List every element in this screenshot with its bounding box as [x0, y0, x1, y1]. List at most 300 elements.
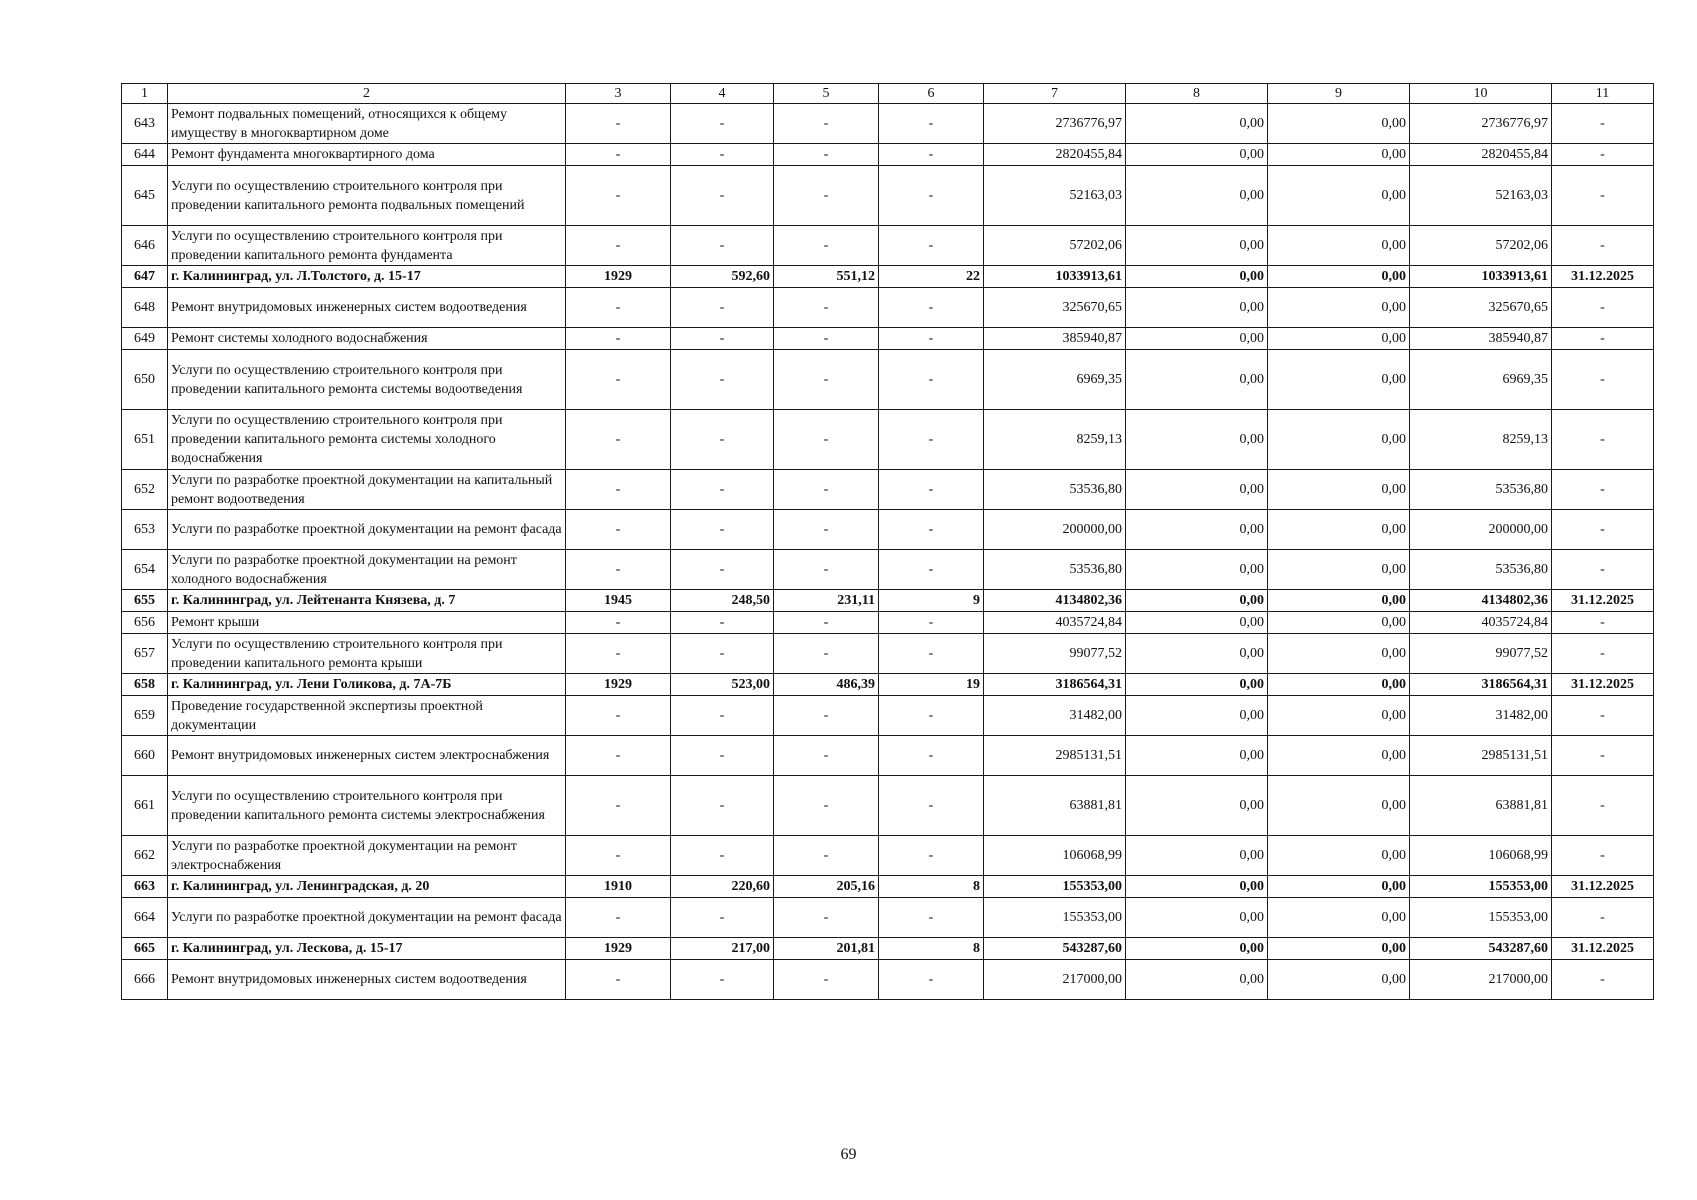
work-name-cell: Услуги по разработке проектной документации на капитальный ремонт водоотведения	[168, 470, 566, 510]
col8-cell: 0,00	[1126, 510, 1268, 550]
col11-cell: -	[1552, 510, 1654, 550]
col8-cell: 0,00	[1126, 410, 1268, 470]
col4-cell: -	[671, 470, 774, 510]
col11-cell: -	[1552, 634, 1654, 674]
col8-cell: 0,00	[1126, 550, 1268, 590]
col10-cell: 6969,35	[1410, 350, 1552, 410]
col11-cell: -	[1552, 550, 1654, 590]
col11-cell: -	[1552, 166, 1654, 226]
col3-cell: 1929	[566, 266, 671, 288]
col9-cell: 0,00	[1268, 612, 1410, 634]
col6-cell: -	[879, 634, 984, 674]
col10-cell: 385940,87	[1410, 328, 1552, 350]
work-name-cell: Услуги по осуществлению строительного контроля при проведении капитального ремонта системы электроснабжения	[168, 776, 566, 836]
col10-cell: 99077,52	[1410, 634, 1552, 674]
col3-cell: -	[566, 410, 671, 470]
col8-cell: 0,00	[1126, 938, 1268, 960]
col11-cell: -	[1552, 612, 1654, 634]
col4-cell: -	[671, 510, 774, 550]
row-number-cell: 654	[122, 550, 168, 590]
col9-cell: 0,00	[1268, 550, 1410, 590]
col8-cell: 0,00	[1126, 350, 1268, 410]
col9-cell: 0,00	[1268, 166, 1410, 226]
col6-cell: -	[879, 144, 984, 166]
col10-cell: 52163,03	[1410, 166, 1552, 226]
col11-cell: -	[1552, 350, 1654, 410]
col7-cell: 4035724,84	[984, 612, 1126, 634]
column-header: 1	[122, 84, 168, 104]
col5-cell: -	[774, 612, 879, 634]
col3-cell: -	[566, 166, 671, 226]
row-number-cell: 656	[122, 612, 168, 634]
column-header: 6	[879, 84, 984, 104]
col3-cell: -	[566, 898, 671, 938]
col5-cell: -	[774, 550, 879, 590]
col4-cell: -	[671, 612, 774, 634]
col7-cell: 4134802,36	[984, 590, 1126, 612]
col3-cell: -	[566, 612, 671, 634]
col9-cell: 0,00	[1268, 288, 1410, 328]
col8-cell: 0,00	[1126, 674, 1268, 696]
address-row	[122, 674, 1654, 696]
table-row	[122, 612, 1654, 634]
col5-cell: -	[774, 104, 879, 144]
col6-cell: -	[879, 736, 984, 776]
col3-cell: -	[566, 696, 671, 736]
col5-cell: -	[774, 634, 879, 674]
col9-cell: 0,00	[1268, 350, 1410, 410]
row-number-cell: 666	[122, 960, 168, 1000]
work-name-cell: Проведение государственной экспертизы проектной документации	[168, 696, 566, 736]
col3-cell: -	[566, 510, 671, 550]
row-number-cell: 661	[122, 776, 168, 836]
col4-cell: -	[671, 288, 774, 328]
col4-cell: -	[671, 836, 774, 876]
row-number-cell: 646	[122, 226, 168, 266]
column-number-header-row	[122, 84, 1654, 104]
table-body	[122, 84, 1654, 1000]
col11-cell: -	[1552, 144, 1654, 166]
col8-cell: 0,00	[1126, 736, 1268, 776]
col7-cell: 155353,00	[984, 898, 1126, 938]
col10-cell: 3186564,31	[1410, 674, 1552, 696]
col4-cell: -	[671, 898, 774, 938]
work-name-cell: Услуги по осуществлению строительного контроля при проведении капитального ремонта системы холодного водоснабжения	[168, 410, 566, 470]
work-name-cell: Услуги по разработке проектной документации на ремонт холодного водоснабжения	[168, 550, 566, 590]
col4-cell: -	[671, 550, 774, 590]
col9-cell: 0,00	[1268, 876, 1410, 898]
table-row	[122, 898, 1654, 938]
row-number-cell: 665	[122, 938, 168, 960]
col6-cell: 8	[879, 876, 984, 898]
col10-cell: 31482,00	[1410, 696, 1552, 736]
col9-cell: 0,00	[1268, 960, 1410, 1000]
col6-cell: -	[879, 410, 984, 470]
col8-cell: 0,00	[1126, 104, 1268, 144]
table-row	[122, 166, 1654, 226]
work-name-cell: г. Калининград, ул. Лескова, д. 15-17	[168, 938, 566, 960]
row-number-cell: 658	[122, 674, 168, 696]
col5-cell: -	[774, 350, 879, 410]
row-number-cell: 653	[122, 510, 168, 550]
col7-cell: 200000,00	[984, 510, 1126, 550]
col10-cell: 217000,00	[1410, 960, 1552, 1000]
col9-cell: 0,00	[1268, 104, 1410, 144]
col4-cell: -	[671, 736, 774, 776]
row-number-cell: 647	[122, 266, 168, 288]
col4-cell: 523,00	[671, 674, 774, 696]
work-name-cell: Услуги по осуществлению строительного контроля при проведении капитального ремонта системы водоотведения	[168, 350, 566, 410]
row-number-cell: 662	[122, 836, 168, 876]
work-name-cell: Услуги по осуществлению строительного контроля при проведении капитального ремонта подвальных помещений	[168, 166, 566, 226]
col3-cell: -	[566, 144, 671, 166]
col6-cell: -	[879, 470, 984, 510]
page-number: 69	[840, 1146, 857, 1163]
col10-cell: 4134802,36	[1410, 590, 1552, 612]
col3-cell: -	[566, 776, 671, 836]
col3-cell: -	[566, 550, 671, 590]
col11-cell: -	[1552, 104, 1654, 144]
col7-cell: 2820455,84	[984, 144, 1126, 166]
row-number-cell: 657	[122, 634, 168, 674]
col6-cell: -	[879, 166, 984, 226]
col6-cell: -	[879, 550, 984, 590]
col10-cell: 53536,80	[1410, 470, 1552, 510]
col8-cell: 0,00	[1126, 288, 1268, 328]
row-number-cell: 645	[122, 166, 168, 226]
table-row	[122, 288, 1654, 328]
row-number-cell: 648	[122, 288, 168, 328]
work-name-cell: Ремонт крыши	[168, 612, 566, 634]
table-row	[122, 104, 1654, 144]
col4-cell: -	[671, 350, 774, 410]
column-header: 10	[1410, 84, 1552, 104]
col5-cell: -	[774, 144, 879, 166]
col7-cell: 52163,03	[984, 166, 1126, 226]
col7-cell: 31482,00	[984, 696, 1126, 736]
col10-cell: 53536,80	[1410, 550, 1552, 590]
col5-cell: -	[774, 328, 879, 350]
column-header: 5	[774, 84, 879, 104]
col7-cell: 325670,65	[984, 288, 1126, 328]
col10-cell: 325670,65	[1410, 288, 1552, 328]
col11-cell: -	[1552, 960, 1654, 1000]
work-name-cell: Услуги по разработке проектной документации на ремонт фасада	[168, 510, 566, 550]
col11-cell: -	[1552, 328, 1654, 350]
col6-cell: 9	[879, 590, 984, 612]
col10-cell: 2985131,51	[1410, 736, 1552, 776]
col11-cell: -	[1552, 470, 1654, 510]
col5-cell: -	[774, 410, 879, 470]
col10-cell: 155353,00	[1410, 898, 1552, 938]
col9-cell: 0,00	[1268, 836, 1410, 876]
table-row	[122, 144, 1654, 166]
column-header: 8	[1126, 84, 1268, 104]
col7-cell: 63881,81	[984, 776, 1126, 836]
col6-cell: -	[879, 898, 984, 938]
col5-cell: 486,39	[774, 674, 879, 696]
col6-cell: 8	[879, 938, 984, 960]
work-name-cell: Ремонт внутридомовых инженерных систем водоотведения	[168, 960, 566, 1000]
address-row	[122, 938, 1654, 960]
col9-cell: 0,00	[1268, 510, 1410, 550]
work-name-cell: Услуги по разработке проектной документации на ремонт электроснабжения	[168, 836, 566, 876]
col3-cell: -	[566, 736, 671, 776]
col6-cell: 19	[879, 674, 984, 696]
col7-cell: 2736776,97	[984, 104, 1126, 144]
col9-cell: 0,00	[1268, 634, 1410, 674]
col4-cell: -	[671, 410, 774, 470]
col7-cell: 543287,60	[984, 938, 1126, 960]
col11-cell: -	[1552, 696, 1654, 736]
col5-cell: -	[774, 696, 879, 736]
col5-cell: -	[774, 166, 879, 226]
col5-cell: 201,81	[774, 938, 879, 960]
col8-cell: 0,00	[1126, 876, 1268, 898]
col7-cell: 1033913,61	[984, 266, 1126, 288]
table-row	[122, 776, 1654, 836]
col8-cell: 0,00	[1126, 612, 1268, 634]
table-row	[122, 736, 1654, 776]
col6-cell: -	[879, 104, 984, 144]
row-number-cell: 664	[122, 898, 168, 938]
col9-cell: 0,00	[1268, 776, 1410, 836]
col5-cell: -	[774, 288, 879, 328]
col7-cell: 8259,13	[984, 410, 1126, 470]
col11-cell: 31.12.2025	[1552, 876, 1654, 898]
col4-cell: -	[671, 634, 774, 674]
work-name-cell: г. Калининград, ул. Ленинградская, д. 20	[168, 876, 566, 898]
col7-cell: 53536,80	[984, 550, 1126, 590]
table-row	[122, 350, 1654, 410]
table-row	[122, 510, 1654, 550]
col9-cell: 0,00	[1268, 226, 1410, 266]
col6-cell: -	[879, 776, 984, 836]
col6-cell: -	[879, 960, 984, 1000]
col7-cell: 106068,99	[984, 836, 1126, 876]
col6-cell: -	[879, 612, 984, 634]
row-number-cell: 660	[122, 736, 168, 776]
table-row	[122, 226, 1654, 266]
row-number-cell: 652	[122, 470, 168, 510]
col10-cell: 106068,99	[1410, 836, 1552, 876]
col4-cell: 217,00	[671, 938, 774, 960]
col9-cell: 0,00	[1268, 938, 1410, 960]
address-row	[122, 590, 1654, 612]
col5-cell: -	[774, 470, 879, 510]
col9-cell: 0,00	[1268, 144, 1410, 166]
col3-cell: 1945	[566, 590, 671, 612]
works-table	[121, 83, 1654, 1000]
col3-cell: 1910	[566, 876, 671, 898]
work-name-cell: Ремонт внутридомовых инженерных систем водоотведения	[168, 288, 566, 328]
col8-cell: 0,00	[1126, 836, 1268, 876]
col5-cell: 205,16	[774, 876, 879, 898]
col8-cell: 0,00	[1126, 470, 1268, 510]
col4-cell: -	[671, 960, 774, 1000]
col5-cell: -	[774, 898, 879, 938]
col7-cell: 57202,06	[984, 226, 1126, 266]
row-number-cell: 644	[122, 144, 168, 166]
work-name-cell: Ремонт фундамента многоквартирного дома	[168, 144, 566, 166]
table-row	[122, 410, 1654, 470]
col6-cell: -	[879, 836, 984, 876]
col7-cell: 385940,87	[984, 328, 1126, 350]
col10-cell: 57202,06	[1410, 226, 1552, 266]
work-name-cell: г. Калининград, ул. Лейтенанта Князева, д. 7	[168, 590, 566, 612]
col8-cell: 0,00	[1126, 634, 1268, 674]
col10-cell: 8259,13	[1410, 410, 1552, 470]
row-number-cell: 650	[122, 350, 168, 410]
col4-cell: 592,60	[671, 266, 774, 288]
col9-cell: 0,00	[1268, 736, 1410, 776]
col5-cell: -	[774, 226, 879, 266]
col4-cell: 248,50	[671, 590, 774, 612]
col5-cell: -	[774, 510, 879, 550]
table-row	[122, 328, 1654, 350]
col3-cell: -	[566, 226, 671, 266]
col9-cell: 0,00	[1268, 266, 1410, 288]
col3-cell: -	[566, 328, 671, 350]
row-number-cell: 643	[122, 104, 168, 144]
col4-cell: -	[671, 104, 774, 144]
col8-cell: 0,00	[1126, 898, 1268, 938]
col4-cell: -	[671, 328, 774, 350]
col5-cell: 551,12	[774, 266, 879, 288]
col9-cell: 0,00	[1268, 674, 1410, 696]
col5-cell: -	[774, 776, 879, 836]
col11-cell: -	[1552, 410, 1654, 470]
col10-cell: 155353,00	[1410, 876, 1552, 898]
col3-cell: -	[566, 960, 671, 1000]
work-name-cell: Услуги по разработке проектной документации на ремонт фасада	[168, 898, 566, 938]
row-number-cell: 663	[122, 876, 168, 898]
table-row	[122, 960, 1654, 1000]
col4-cell: -	[671, 696, 774, 736]
col10-cell: 2820455,84	[1410, 144, 1552, 166]
col7-cell: 2985131,51	[984, 736, 1126, 776]
col5-cell: -	[774, 960, 879, 1000]
row-number-cell: 651	[122, 410, 168, 470]
col7-cell: 53536,80	[984, 470, 1126, 510]
col11-cell: 31.12.2025	[1552, 266, 1654, 288]
col4-cell: -	[671, 776, 774, 836]
col7-cell: 155353,00	[984, 876, 1126, 898]
col8-cell: 0,00	[1126, 590, 1268, 612]
col9-cell: 0,00	[1268, 696, 1410, 736]
col4-cell: -	[671, 166, 774, 226]
col3-cell: -	[566, 836, 671, 876]
col5-cell: -	[774, 736, 879, 776]
work-name-cell: Ремонт системы холодного водоснабжения	[168, 328, 566, 350]
col6-cell: -	[879, 226, 984, 266]
column-header: 7	[984, 84, 1126, 104]
col9-cell: 0,00	[1268, 328, 1410, 350]
col10-cell: 200000,00	[1410, 510, 1552, 550]
col11-cell: -	[1552, 776, 1654, 836]
col4-cell: -	[671, 226, 774, 266]
column-header: 4	[671, 84, 774, 104]
col11-cell: 31.12.2025	[1552, 590, 1654, 612]
col9-cell: 0,00	[1268, 898, 1410, 938]
col8-cell: 0,00	[1126, 226, 1268, 266]
row-number-cell: 659	[122, 696, 168, 736]
col11-cell: -	[1552, 288, 1654, 328]
col10-cell: 63881,81	[1410, 776, 1552, 836]
work-name-cell: Ремонт подвальных помещений, относящихся к общему имуществу в многоквартирном доме	[168, 104, 566, 144]
col8-cell: 0,00	[1126, 960, 1268, 1000]
address-row	[122, 266, 1654, 288]
col11-cell: -	[1552, 898, 1654, 938]
column-header: 2	[168, 84, 566, 104]
col6-cell: -	[879, 696, 984, 736]
table-row	[122, 550, 1654, 590]
row-number-cell: 649	[122, 328, 168, 350]
col5-cell: 231,11	[774, 590, 879, 612]
col11-cell: -	[1552, 836, 1654, 876]
col8-cell: 0,00	[1126, 144, 1268, 166]
table-row	[122, 634, 1654, 674]
col3-cell: -	[566, 350, 671, 410]
row-number-cell: 655	[122, 590, 168, 612]
col3-cell: 1929	[566, 674, 671, 696]
table-row	[122, 470, 1654, 510]
col4-cell: 220,60	[671, 876, 774, 898]
col8-cell: 0,00	[1126, 696, 1268, 736]
col6-cell: -	[879, 328, 984, 350]
col6-cell: -	[879, 350, 984, 410]
col8-cell: 0,00	[1126, 266, 1268, 288]
col9-cell: 0,00	[1268, 470, 1410, 510]
col11-cell: 31.12.2025	[1552, 674, 1654, 696]
col6-cell: -	[879, 510, 984, 550]
col9-cell: 0,00	[1268, 590, 1410, 612]
col11-cell: 31.12.2025	[1552, 938, 1654, 960]
col3-cell: 1929	[566, 938, 671, 960]
col10-cell: 1033913,61	[1410, 266, 1552, 288]
col7-cell: 6969,35	[984, 350, 1126, 410]
col6-cell: 22	[879, 266, 984, 288]
column-header: 3	[566, 84, 671, 104]
work-name-cell: г. Калининград, ул. Лени Голикова, д. 7А-7Б	[168, 674, 566, 696]
work-name-cell: Услуги по осуществлению строительного контроля при проведении капитального ремонта крыши	[168, 634, 566, 674]
col4-cell: -	[671, 144, 774, 166]
col11-cell: -	[1552, 736, 1654, 776]
work-name-cell: Услуги по осуществлению строительного контроля при проведении капитального ремонта фундамента	[168, 226, 566, 266]
col6-cell: -	[879, 288, 984, 328]
col3-cell: -	[566, 470, 671, 510]
column-header: 11	[1552, 84, 1654, 104]
col8-cell: 0,00	[1126, 328, 1268, 350]
work-name-cell: г. Калининград, ул. Л.Толстого, д. 15-17	[168, 266, 566, 288]
col8-cell: 0,00	[1126, 776, 1268, 836]
col3-cell: -	[566, 104, 671, 144]
col10-cell: 2736776,97	[1410, 104, 1552, 144]
col9-cell: 0,00	[1268, 410, 1410, 470]
col7-cell: 217000,00	[984, 960, 1126, 1000]
col10-cell: 543287,60	[1410, 938, 1552, 960]
col10-cell: 4035724,84	[1410, 612, 1552, 634]
table-row	[122, 696, 1654, 736]
table-row	[122, 836, 1654, 876]
col7-cell: 99077,52	[984, 634, 1126, 674]
col3-cell: -	[566, 634, 671, 674]
address-row	[122, 876, 1654, 898]
col11-cell: -	[1552, 226, 1654, 266]
work-name-cell: Ремонт внутридомовых инженерных систем электроснабжения	[168, 736, 566, 776]
col7-cell: 3186564,31	[984, 674, 1126, 696]
col5-cell: -	[774, 836, 879, 876]
